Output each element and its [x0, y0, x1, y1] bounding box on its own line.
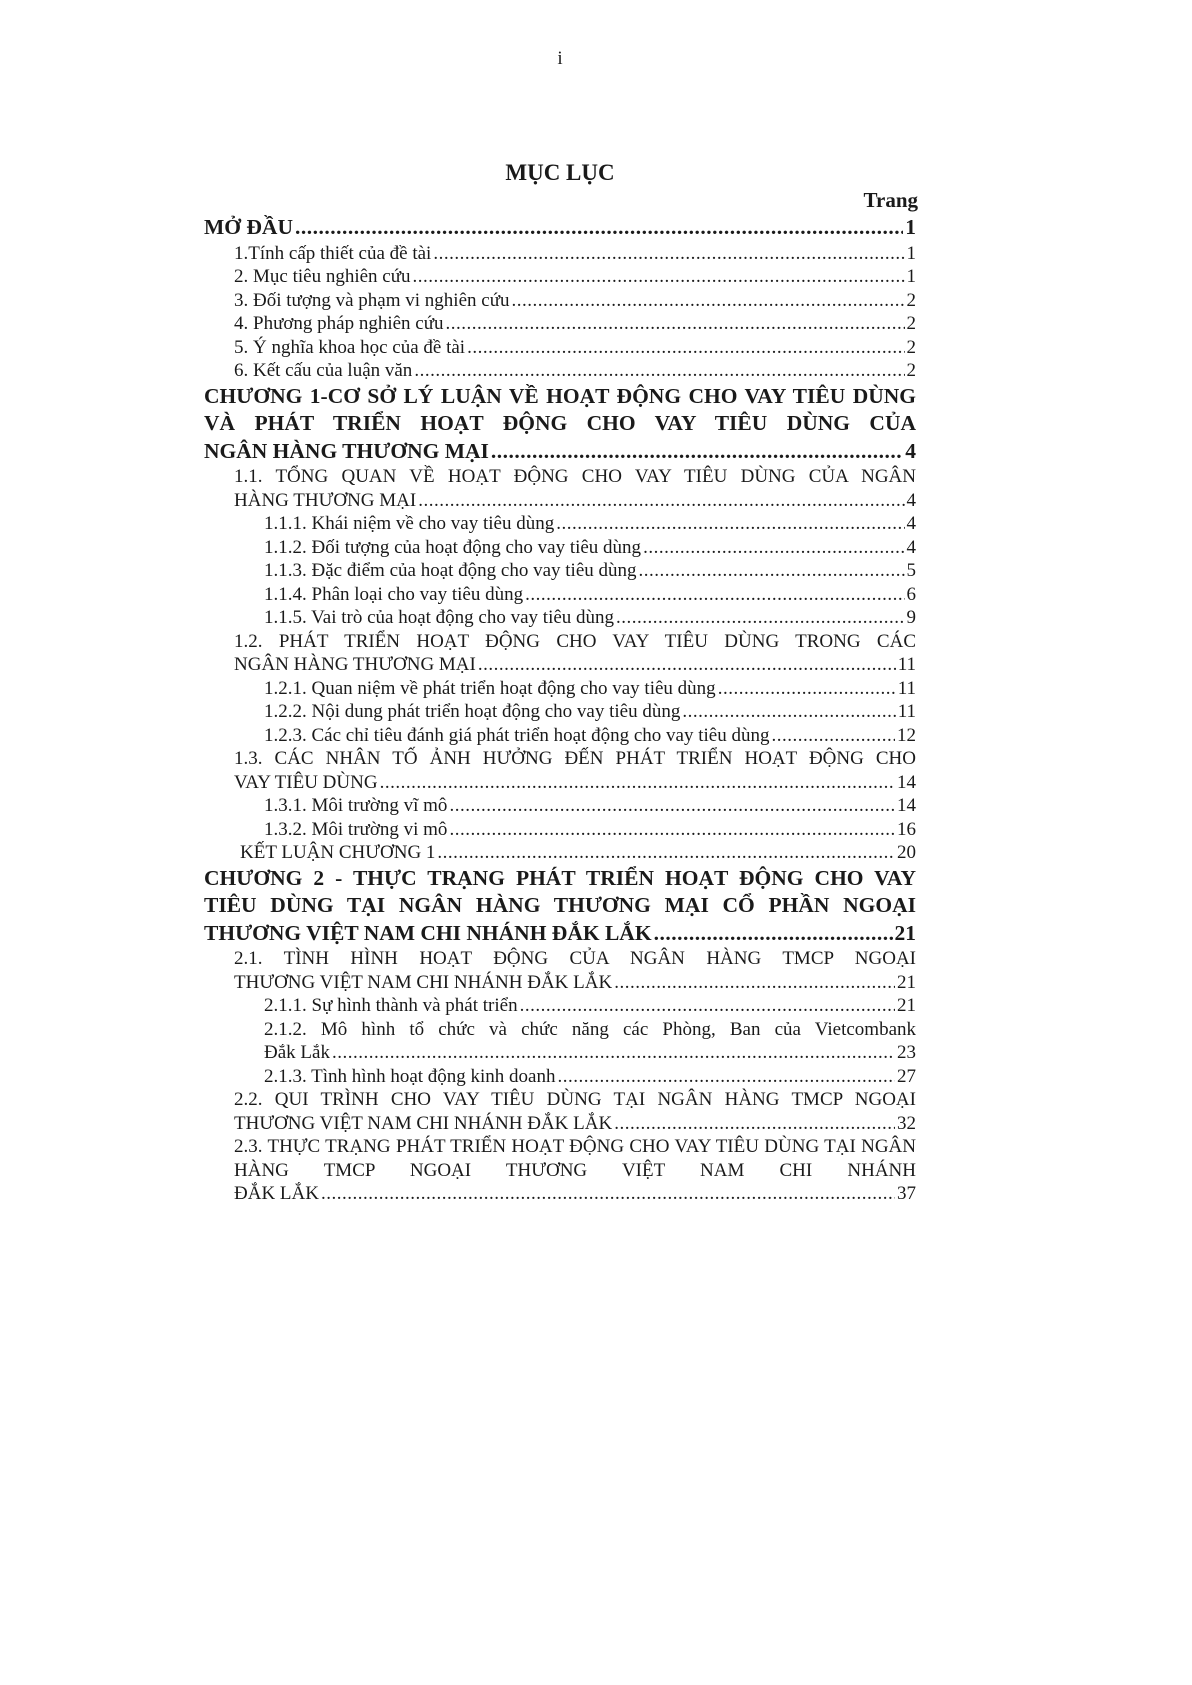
toc-entry-page: 4 [905, 438, 916, 463]
toc-entry[interactable] [204, 242, 916, 266]
dot-leader [449, 794, 895, 818]
dot-leader [654, 920, 893, 948]
toc-entry-page: 1 [906, 266, 916, 287]
dot-leader [321, 1182, 895, 1206]
toc-entry[interactable] [204, 724, 916, 748]
dot-leader [682, 700, 895, 724]
toc-entry[interactable] [204, 583, 916, 607]
toc-entry-title: NGÂN HÀNG THƯƠNG MẠI [234, 654, 476, 675]
toc-entry[interactable] [204, 818, 916, 842]
toc-entry[interactable] [204, 465, 916, 512]
toc-entry[interactable] [204, 947, 916, 994]
toc-entry[interactable] [204, 336, 916, 360]
toc-entry-title: 2.1.3. Tình hình hoạt động kinh doanh [264, 1065, 556, 1087]
toc-entry-page: 12 [897, 724, 916, 746]
toc-entry-line [264, 724, 916, 748]
toc-entry-line [264, 994, 916, 1018]
toc-entry[interactable] [204, 747, 916, 794]
toc-entry-title: THƯƠNG VIỆT NAM CHI NHÁNH ĐẮK LẮK [234, 971, 613, 993]
toc-entry-page: 21 [897, 995, 916, 1016]
toc-entry-page: 4 [906, 536, 916, 558]
toc-entry-title: 1.2.1. Quan niệm về phát triển hoạt động cho vay tiêu dùng [264, 677, 716, 699]
dot-leader [413, 265, 905, 289]
toc-entry-line [234, 336, 916, 360]
toc-entry-line [264, 536, 916, 560]
toc-entry-heading: 1.3. CÁC NHÂN TỐ ẢNH HƯỞNG ĐẾN PHÁT TRIỂN HOẠT ĐỘNG CHO [234, 748, 916, 769]
toc-entry[interactable] [204, 1088, 916, 1135]
toc-entry-title: THƯƠNG VIỆT NAM CHI NHÁNH ĐẮK LẮK [204, 920, 652, 945]
toc-entry-page: 1 [905, 215, 916, 239]
toc-entry-page: 2 [906, 336, 916, 358]
toc-entry-heading: CHƯƠNG 2 - THỰC TRẠNG PHÁT TRIỂN HOẠT ĐỘNG CHO VAY TIÊU DÙNG TẠI NGÂN HÀNG THƯƠNG MẠI CỔ PHẦN NGOẠI [204, 865, 916, 917]
toc-entry[interactable] [204, 630, 916, 677]
dot-leader [520, 994, 895, 1018]
toc-entry-page: 11 [897, 677, 916, 699]
dot-leader [614, 971, 895, 995]
dot-leader [614, 1112, 895, 1136]
toc-entry-title: KẾT LUẬN CHƯƠNG 1 [240, 842, 436, 863]
toc-entry-title: MỞ ĐẦU [204, 215, 293, 239]
toc-entry-page: 14 [897, 771, 916, 793]
toc-entry-line [264, 818, 916, 842]
toc-entry[interactable] [204, 1135, 916, 1206]
toc-entry-page: 2 [906, 313, 916, 334]
toc-entry-line [234, 359, 916, 383]
toc-entry-title: 2.1.1. Sự hình thành và phát triển [264, 995, 518, 1016]
toc-entry-line [204, 438, 916, 466]
toc-entry[interactable] [204, 865, 916, 948]
toc-entry[interactable] [204, 1018, 916, 1065]
toc-entry-line [264, 1065, 916, 1089]
toc-entry-page: 4 [906, 513, 916, 534]
dot-leader [332, 1041, 895, 1065]
toc-entry-line [264, 559, 916, 583]
dot-leader [558, 1065, 896, 1089]
toc-entry-page: 23 [897, 1042, 916, 1063]
toc-entry-title: 1.3.2. Môi trường vi mô [264, 818, 448, 840]
dot-leader [295, 214, 903, 242]
toc-entry-page: 27 [897, 1065, 916, 1087]
toc-entry-title: Đắk Lắk [264, 1042, 330, 1063]
toc-entry[interactable] [204, 606, 916, 630]
toc-entry[interactable] [204, 700, 916, 724]
dot-leader [437, 841, 895, 865]
toc-entry-line [264, 1041, 916, 1065]
toc-entry-title: 2. Mục tiêu nghiên cứu [234, 266, 411, 287]
toc-entry-page: 11 [897, 654, 916, 675]
toc-entry-page: 4 [906, 489, 916, 511]
dot-leader [616, 606, 904, 630]
table-of-contents [204, 214, 916, 1206]
dot-leader [446, 312, 905, 336]
toc-entry-title: VAY TIÊU DÙNG [234, 771, 378, 793]
toc-entry-title: 5. Ý nghĩa khoa học của đề tài [234, 336, 466, 358]
toc-entry-line [264, 794, 916, 818]
toc-title: MỤC LỤC [505, 160, 615, 185]
toc-entry-heading: 2.1.2. Mô hình tổ chức và chức năng các Phòng, Ban của Vietcombank [264, 1018, 916, 1040]
toc-entry-page: 37 [897, 1183, 916, 1204]
toc-entry-line [204, 214, 916, 242]
dot-leader [414, 359, 904, 383]
toc-entry-page: 6 [906, 583, 916, 605]
toc-entry-title: 1.1.2. Đối tượng của hoạt động cho vay tiêu dùng [264, 536, 642, 558]
toc-entry-title: 4. Phương pháp nghiên cứu [234, 313, 444, 334]
toc-entry-title: 1.1.5. Vai trò của hoạt động cho vay tiêu dùng [264, 607, 615, 628]
toc-entry-page: 21 [894, 920, 916, 945]
toc-entry[interactable] [204, 1065, 916, 1089]
toc-entry-heading: 2.2. QUI TRÌNH CHO VAY TIÊU DÙNG TẠI NGÂN HÀNG TMCP NGOẠI [234, 1089, 916, 1110]
toc-entry-line [234, 289, 916, 313]
toc-entry-title: 1.1.4. Phân loại cho vay tiêu dùng [264, 583, 524, 605]
toc-entry-page: 32 [897, 1112, 916, 1134]
toc-entry-title: 1.1.3. Đặc điểm của hoạt động cho vay tiêu dùng [264, 560, 637, 581]
toc-entry-title: HÀNG THƯƠNG MẠI [234, 489, 417, 511]
toc-entry-heading: 2.1. TÌNH HÌNH HOẠT ĐỘNG CỦA NGÂN HÀNG TMCP NGOẠI [234, 948, 916, 969]
toc-entry-line [204, 920, 916, 948]
toc-entry-page: 9 [906, 607, 916, 628]
toc-entry-line [264, 512, 916, 536]
toc-entry-title: 1.1.1. Khái niệm về cho vay tiêu dùng [264, 513, 555, 534]
dot-leader [491, 438, 903, 466]
toc-entry-page: 20 [897, 842, 916, 863]
dot-leader [772, 724, 896, 748]
toc-entry[interactable] [204, 289, 916, 313]
toc-entry-line [264, 700, 916, 724]
dot-leader [467, 336, 904, 360]
toc-entry[interactable] [204, 794, 916, 818]
toc-entry-title: 1.2.2. Nội dung phát triển hoạt động cho vay tiêu dùng [264, 701, 681, 722]
toc-entry-title: 1.3.1. Môi trường vĩ mô [264, 795, 448, 816]
toc-entry[interactable] [204, 559, 916, 583]
toc-entry-page: 1 [906, 242, 916, 264]
dot-leader [380, 771, 895, 795]
dot-leader [418, 489, 904, 513]
toc-entry[interactable] [204, 383, 916, 466]
toc-entry-line [234, 1112, 916, 1136]
dot-leader [512, 289, 905, 313]
toc-entry-title: THƯƠNG VIỆT NAM CHI NHÁNH ĐẮK LẮK [234, 1112, 613, 1134]
toc-entry[interactable] [204, 265, 916, 289]
toc-entry-line [234, 242, 916, 266]
toc-entry-title: 1.2.3. Các chỉ tiêu đánh giá phát triển hoạt động cho vay tiêu dùng [264, 724, 770, 746]
toc-entry-line [234, 971, 916, 995]
toc-entry-heading: 2.3. THỰC TRẠNG PHÁT TRIỂN HOẠT ĐỘNG CHO VAY TIÊU DÙNG TẠI NGÂN HÀNG TMCP NGOẠI THƯƠNG VIỆT NAM CHI NHÁNH [234, 1136, 916, 1181]
toc-entry[interactable] [204, 359, 916, 383]
toc-entry-heading: 1.2. PHÁT TRIỂN HOẠT ĐỘNG CHO VAY TIÊU DÙNG TRONG CÁC [234, 630, 916, 652]
toc-entry[interactable] [204, 841, 916, 865]
toc-entry-page: 2 [906, 289, 916, 311]
dot-leader [433, 242, 904, 266]
toc-entry-title: 3. Đối tượng và phạm vi nghiên cứu [234, 289, 510, 311]
toc-entry-title: 1.Tính cấp thiết của đề tài [234, 242, 432, 264]
toc-entry-title: 6. Kết cấu của luận văn [234, 360, 413, 381]
dot-leader [449, 818, 895, 842]
page-column-label: Trang [863, 188, 918, 212]
dot-leader [639, 559, 905, 583]
dot-leader [478, 653, 896, 677]
toc-entry-line [234, 312, 916, 336]
toc-entry[interactable] [204, 677, 916, 701]
toc-entry-line [234, 771, 916, 795]
toc-entry[interactable] [204, 512, 916, 536]
toc-entry-line [234, 265, 916, 289]
toc-entry[interactable] [204, 994, 916, 1018]
toc-entry[interactable] [204, 214, 916, 242]
toc-entry-heading: 1.1. TỔNG QUAN VỀ HOẠT ĐỘNG CHO VAY TIÊU DÙNG CỦA NGÂN [234, 466, 916, 487]
toc-entry[interactable] [204, 536, 916, 560]
toc-entry-title: NGÂN HÀNG THƯƠNG MẠI [204, 438, 489, 463]
dot-leader [643, 536, 904, 560]
toc-entry-line [264, 677, 916, 701]
toc-entry-page: 5 [906, 560, 916, 581]
toc-entry[interactable] [204, 312, 916, 336]
toc-entry-heading: CHƯƠNG 1-CƠ SỞ LÝ LUẬN VỀ HOẠT ĐỘNG CHO VAY TIÊU DÙNG VÀ PHÁT TRIỂN HOẠT ĐỘNG CHO VAY TIÊU DÙNG CỦA [204, 383, 916, 435]
toc-entry-page: 2 [906, 360, 916, 381]
toc-entry-line [240, 841, 916, 865]
toc-entry-page: 16 [897, 818, 916, 840]
toc-entry-line [234, 489, 916, 513]
dot-leader [525, 583, 904, 607]
toc-entry-title: ĐẮK LẮK [234, 1183, 319, 1204]
toc-entry-line [234, 653, 916, 677]
dot-leader [718, 677, 896, 701]
toc-entry-line [264, 583, 916, 607]
toc-entry-page: 21 [897, 971, 916, 993]
toc-entry-line [234, 1182, 916, 1206]
toc-entry-page: 11 [897, 701, 916, 722]
toc-entry-page: 14 [897, 795, 916, 816]
toc-entry-line [264, 606, 916, 630]
dot-leader [556, 512, 904, 536]
page-number: i [557, 48, 563, 69]
